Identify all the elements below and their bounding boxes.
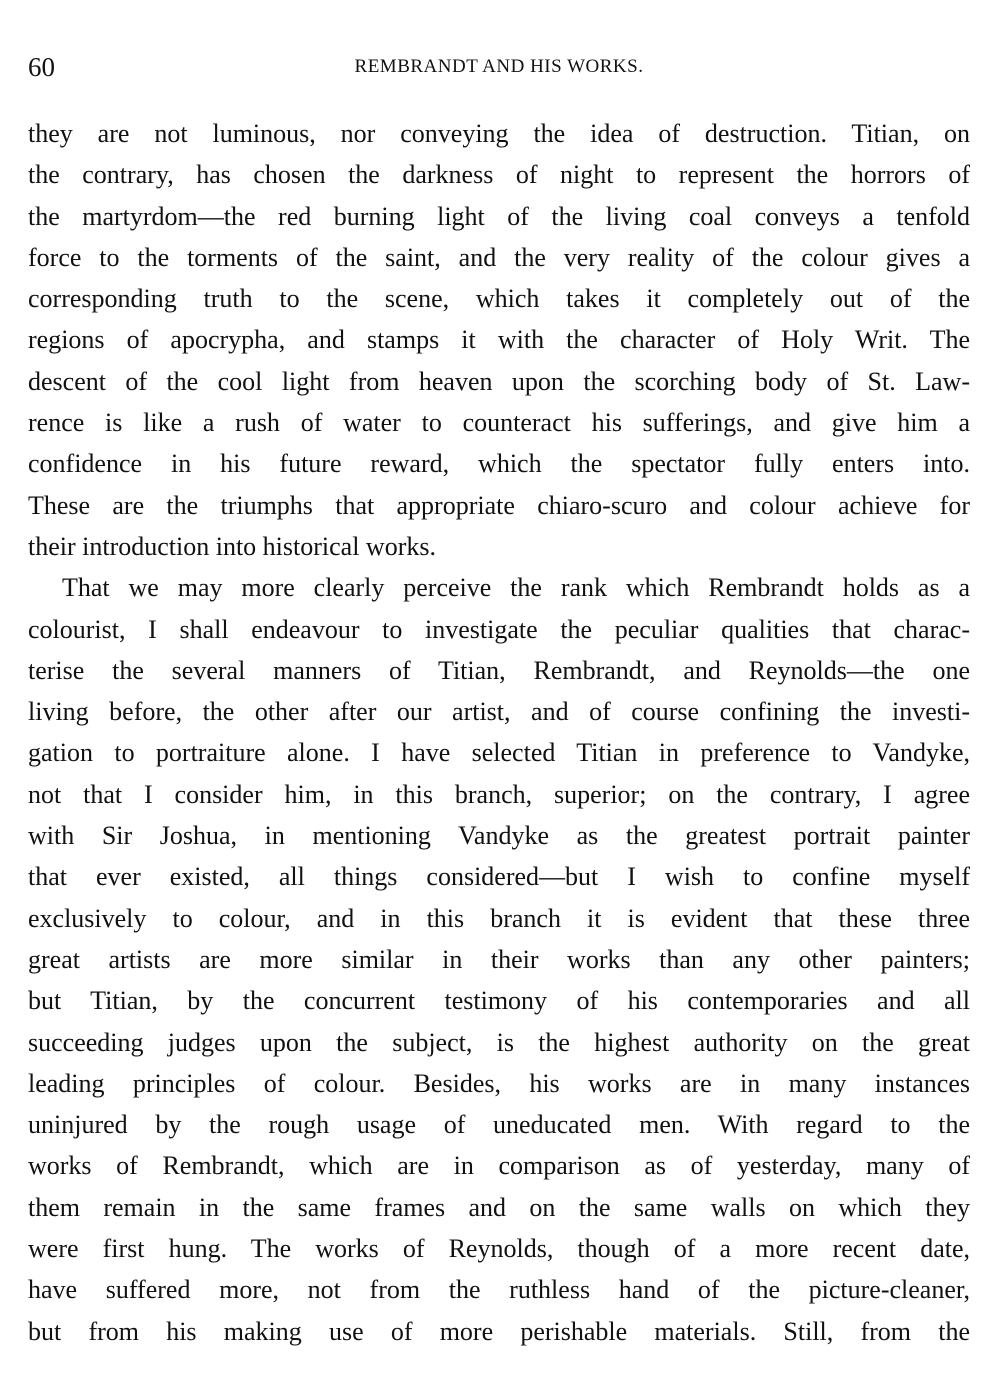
text-line: exclusively to colour, and in this branch it is evident that these three (28, 903, 970, 933)
text-line: gation to portraiture alone. I have selected Titian in preference to Vandyke, (28, 738, 970, 768)
paragraph (28, 113, 970, 567)
running-title: REMBRANDT AND HIS WORKS. (354, 56, 644, 77)
text-line: their introduction into historical works. (28, 531, 436, 561)
text-line: works of Rembrandt, which are in comparison as of yesterday, many of (28, 1151, 970, 1181)
page-header (28, 52, 970, 88)
paragraph (28, 567, 970, 1352)
body-text (28, 113, 970, 1352)
text-line: uninjured by the rough usage of uneducated men. With regard to the (28, 1110, 970, 1140)
text-line: corresponding truth to the scene, which takes it completely out of the (28, 284, 970, 314)
text-line: colourist, I shall endeavour to investigate the peculiar qualities that charac- (28, 614, 970, 644)
text-line: they are not luminous, nor conveying the idea of destruction. Titian, on (28, 119, 970, 148)
text-line: succeeding judges upon the subject, is the highest authority on the great (28, 1027, 970, 1057)
text-line: not that I consider him, in this branch, superior; on the contrary, I agree (28, 779, 970, 809)
text-line: force to the torments of the saint, and the very reality of the colour gives a (28, 242, 970, 272)
text-line: that ever existed, all things considered—but I wish to confine myself (28, 862, 970, 892)
text-line: were first hung. The works of Reynolds, though of a more recent date, (28, 1234, 970, 1264)
text-line: but from his making use of more perishable materials. Still, from the (28, 1316, 970, 1346)
text-line: have suffered more, not from the ruthless hand of the picture-cleaner, (28, 1275, 970, 1305)
text-line: rence is like a rush of water to counteract his sufferings, and give him a (28, 408, 970, 438)
text-line: but Titian, by the concurrent testimony of his contemporaries and all (28, 986, 970, 1016)
text-line: These are the triumphs that appropriate chiaro-scuro and colour achieve for (28, 490, 970, 520)
page-number: 60 (28, 52, 55, 82)
text-line: the contrary, has chosen the darkness of night to represent the horrors of (28, 160, 970, 190)
text-line: That we may more clearly perceive the rank which Rembrandt holds as a (62, 573, 970, 603)
text-line: them remain in the same frames and on the same walls on which they (28, 1192, 970, 1222)
text-line: leading principles of colour. Besides, his works are in many instances (28, 1068, 970, 1098)
text-line: regions of apocrypha, and stamps it with the character of Holy Writ. The (28, 325, 970, 355)
text-line: confidence in his future reward, which the spectator fully enters into. (28, 449, 970, 479)
text-line: terise the several manners of Titian, Rembrandt, and Reynolds—the one (28, 655, 970, 685)
text-line: living before, the other after our artist, and of course confining the investi- (28, 697, 970, 727)
text-line: with Sir Joshua, in mentioning Vandyke as the greatest portrait painter (28, 821, 970, 851)
text-line: the martyrdom—the red burning light of the living coal conveys a tenfold (28, 201, 970, 231)
text-line: descent of the cool light from heaven upon the scorching body of St. Law- (28, 366, 970, 396)
text-line: great artists are more similar in their works than any other painters; (28, 944, 970, 974)
